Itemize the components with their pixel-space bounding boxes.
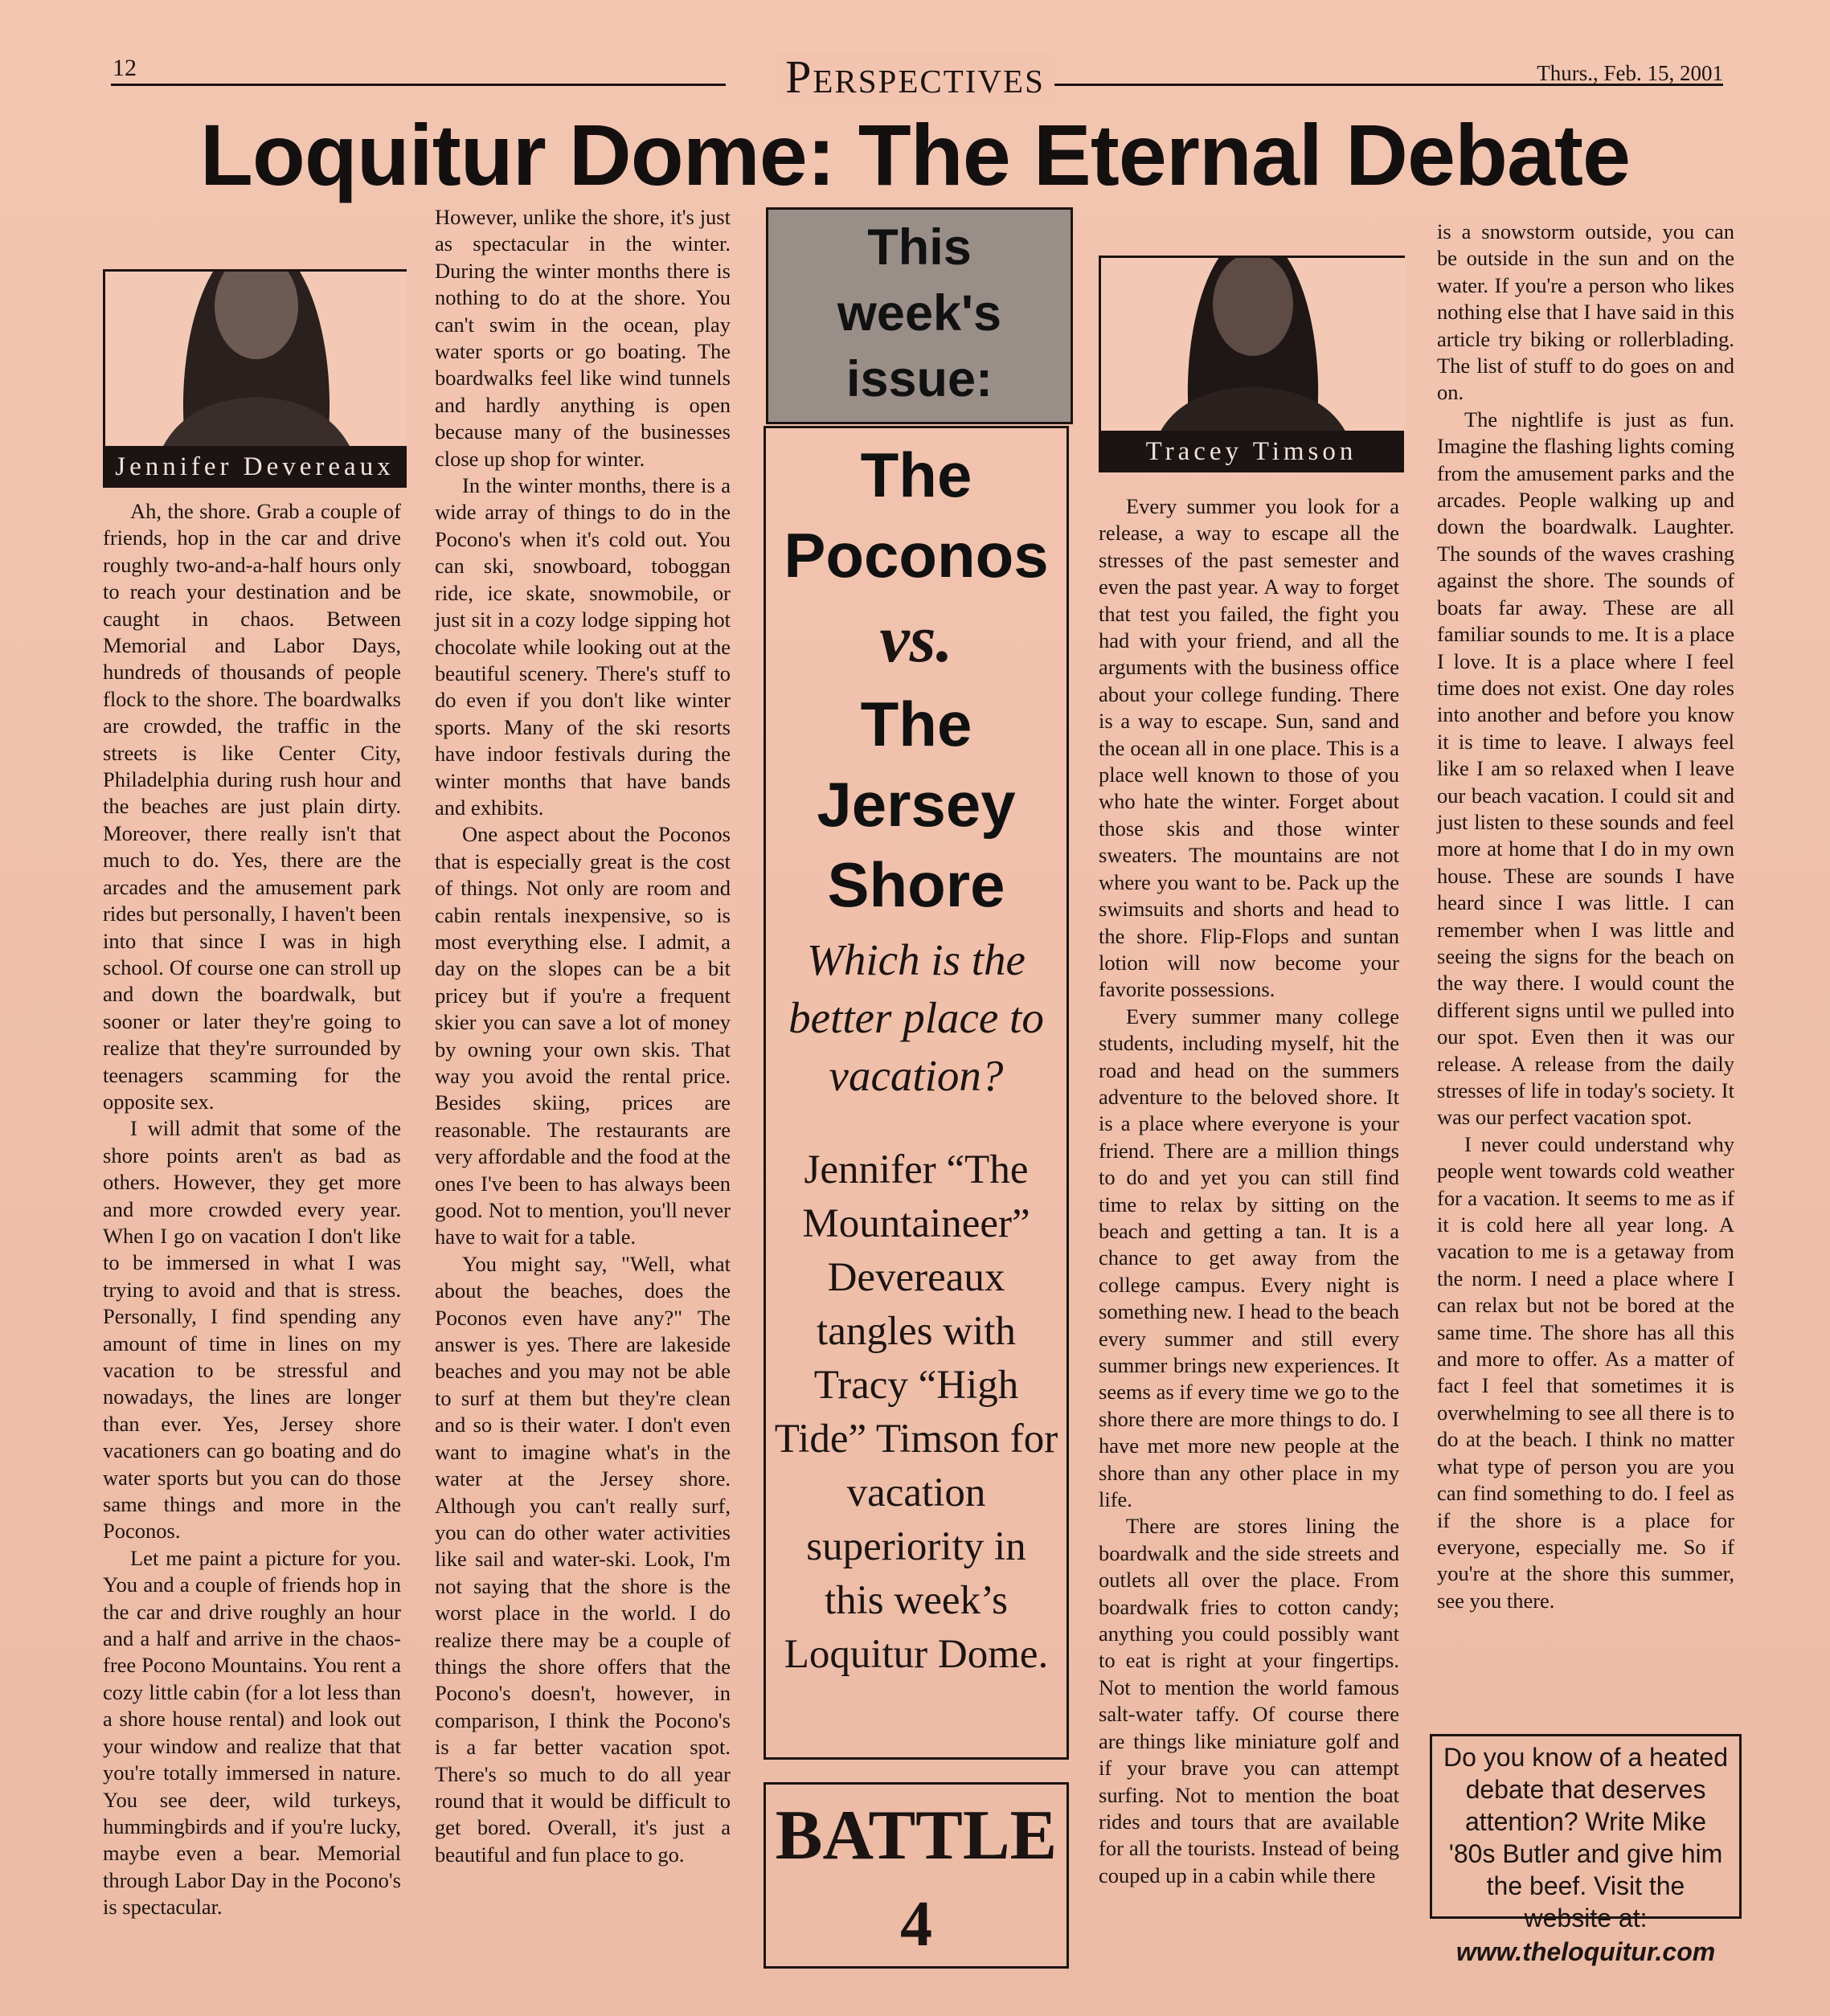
- paragraph: I will admit that some of the shore points aren't as bad as others. However, they get more and more crowded every year. When I go on vacation I don't like to be immersed in what I was trying to avoid and that is stress. Personally, I find spending any amount of time in lines on my vacation to be stressful and nowadays, the lines are longer than ever. Yes, Jersey shore vacationers can go boating and do water sports but you can do those same things and more in the Poconos.: [103, 1116, 401, 1544]
- portrait-devereaux: [140, 269, 373, 456]
- matchup-poconos: The Poconos: [784, 440, 1049, 591]
- author-nameplate-devereaux: Jennifer Devereaux: [103, 446, 407, 488]
- tip-callout-box: [1430, 1734, 1742, 1966]
- paragraph: One aspect about the Poconos that is especially great is the cost of things. Not only are room and cabin rentals inexpensive, so is most everything else. I admit, a day on the slopes can be a bit pricey but if you're a frequent skier you can save a lot of money by owning your own skis. That way you avoid the rental price. Besides skiing, prices are reasonable. The restaurants are very affordable and the food at the ones I've been to has always been good. Not to mention, you'll never have to wait for a table.: [435, 822, 731, 1249]
- paragraph: Ah, the shore. Grab a couple of friends, hop in the car and drive roughly two-and-a-half hours only to reach your destination and be caught in chaos. Between Memorial and Labor Days, hundreds of thousands of people flock to the shore. The boardwalks are crowded, the traffic in the streets is like Center City, Philadelphia during rush hour and the beaches are just plain dirty. Moreover, there really isn't that much to do. Yes, there are the arcades and the amusement park rides but personally, I haven't been into that since I was in high school. Of course one can stroll up and down the boardwalk, but sooner or later they're going to realize that they're surrounded by teenagers scamming for the opposite sex.: [103, 499, 401, 1114]
- portrait-timson: [1136, 256, 1369, 441]
- issue-date: Thurs., Feb. 15, 2001: [1537, 61, 1723, 85]
- page-number: 12: [113, 55, 137, 81]
- paragraph: The nightlife is just as fun. Imagine the flashing lights coming from the amusement parks and the arcades. People walking up and down the boardwalk. Laughter. The sounds of the waves crashing against the shore. The sounds of boats far away. These are all familiar sounds to me. It is a place I love. It is a place where I feel time does not exist. One day roles into another and before you know it is time to leave. I always feel like I am so relaxed when I leave our beach vacation. I could sit and just listen to these sounds and feel more at home that I do in my own house. These are sounds I have heard since I was little. I can remember when I was little and seeing the signs for the beach on the way there. I would count the different signs until we pulled into our spot. Even then it was our release. A release from the daily stresses of life in today's society. It was our perfect vacation spot.: [1437, 407, 1734, 1130]
- article-column-timson-2: [1437, 219, 1734, 1614]
- matchup-teaser: Jennifer “The Mountaineer” Devereaux tangles with Tracy “High Tide” Timson for vacation superiority in this week’s Loquitur Dome.: [774, 1147, 1058, 1677]
- author-photo-timson: [1099, 256, 1405, 441]
- matchup-question: Which is the better place to vacation?: [788, 935, 1044, 1100]
- paragraph: Every summer you look for a release, a way to escape all the stresses of the past semester and even the past year. A way to forget that test you failed, the fight you had with your friend, and all the arguments with the business office about your college funding. There is a way to escape. Sun, sand and the ocean all in one place. This is a place well known to those of you who hate the winter. Forget about those skis and those winter sweaters. The mountains are not where you want to be. Pack up the swimsuits and shorts and head to the shore. Flip-Flops and suntan lotion will now become your favorite possessions.: [1099, 494, 1399, 1002]
- paragraph: There are stores lining the boardwalk and the side streets and outlets all over the place. From boardwalk fries to cotton candy; anything you could possibly want to eat is right at your fingertips. Not to mention the world famous salt-water taffy. Of course there are things like miniature golf and if your brave you can attempt surfing. Not to mention the boat rides and tours that are available for all the tourists. Instead of being couped up in a cabin while there: [1099, 1514, 1399, 1887]
- website-link[interactable]: www.theloquitur.com: [1455, 1937, 1716, 1966]
- battle-number: 4: [900, 1889, 932, 1960]
- paragraph: In the winter months, there is a wide array of things to do in the Pocono's when it's cold out. You can ski, snowboard, toboggan ride, ice skate, snowmobile, or just sit in a cozy lodge sipping hot chocolate while looking out at the beautiful scenery. There's stuff to do even if you don't like winter sports. Many of the ski resorts have indoor festivals during the winter months that have bands and exhibits.: [435, 473, 731, 820]
- paragraph: I never could understand why people went towards cold weather for a vacation. It seems to me as if it is cold here all year long. A vacation to me is a getaway from the norm. I need a place where I can relax but not be bored at the same time. The shore has all this and more to offer. As a matter of fact I feel that sometimes it is overwhelming to see all there is to do at the beach. I think no matter what type of person you are you can find something to do. I feel as if the shore is a place for everyone, especially me. So if you're at the shore this summer, see you there.: [1437, 1131, 1734, 1613]
- kicker-text: This week's issue:: [837, 219, 1002, 407]
- author-photo-devereaux: [103, 269, 407, 456]
- matchup-box: [764, 426, 1069, 1760]
- paragraph: However, unlike the shore, it's just as spectacular in the winter. During the winter months there is nothing to do at the shore. You can't swim in the ocean, play water sports or go boating. The boardwalks feel like wind tunnels and hardly anything is open because many of the businesses close up shop for winter.: [435, 205, 731, 471]
- versus-text: vs.: [879, 602, 953, 677]
- paragraph: Every summer many college students, including myself, hit the road and head on the summers adventure to the beloved shore. It is a place where everyone is your friend. There are a million things to do and yet you can still find time to relax by sitting on the beach and getting a tan. It is a chance to get away from the college campus. Every night is something new. I head to the beach every summer and still every summer brings new experiences. It seems as if every time we go to the shore there are more things to do. I have met more new people at the shore than any other place in my life.: [1099, 1004, 1399, 1512]
- this-week-kicker: [766, 207, 1073, 424]
- paragraph: is a snowstorm outside, you can be outside in the sun and on the water. If you're a person who likes nothing else that I have said in this article try biking or rollerblading. The list of stuff to do goes on and on.: [1437, 219, 1734, 405]
- matchup-jersey-shore: The Jersey Shore: [817, 689, 1016, 920]
- article-column-devereaux-1: [103, 498, 401, 1921]
- paragraph: Let me paint a picture for you. You and a couple of friends hop in the car and drive roughly an hour and a half and arrive in the chaos-free Pocono Mountains. You rent a cozy little cabin (for a lot less than a shore house rental) and look out your window and realize that that you're totally immersed in nature. You see deer, wild turkeys, hummingbirds and if you're lucky, maybe even a bear. Memorial through Labor Day in the Pocono's is spectacular.: [103, 1545, 401, 1920]
- callout-text: Do you know of a heated debate that deserves attention? Write Mike '80s Butler and give him the beef. Visit the website at:: [1443, 1743, 1728, 1932]
- article-column-devereaux-2: [435, 204, 731, 1868]
- headline: Loquitur Dome: The Eternal Debate: [199, 106, 1631, 203]
- article-column-timson-1: [1099, 493, 1399, 1889]
- battle-label: BATTLE: [775, 1797, 1058, 1875]
- paragraph: You might say, "Well, what about the beaches, does the Poconos even have any?" The answer is yes. There are lakeside beaches and you may not be able to surf at them but they're clean and so is their water. I don't even want to imagine what's in the water at the Jersey shore. Although you can't really surf, you can do other water activities like sail and water-ski. Look, I'm not saying that the shore is the worst place in the world. I do realize there may be a couple of things the shore offers that the Pocono's doesn't, however, in comparison, I think the Pocono's is a far better vacation spot. There's so much to do all year round that it would be difficult to get bored. Overall, it's just a beautiful and fun place to go.: [435, 1251, 731, 1867]
- author-nameplate-timson: Tracey Timson: [1099, 431, 1404, 472]
- section-title: Perspectives: [0, 50, 1830, 104]
- battle-number-box: [764, 1782, 1069, 1969]
